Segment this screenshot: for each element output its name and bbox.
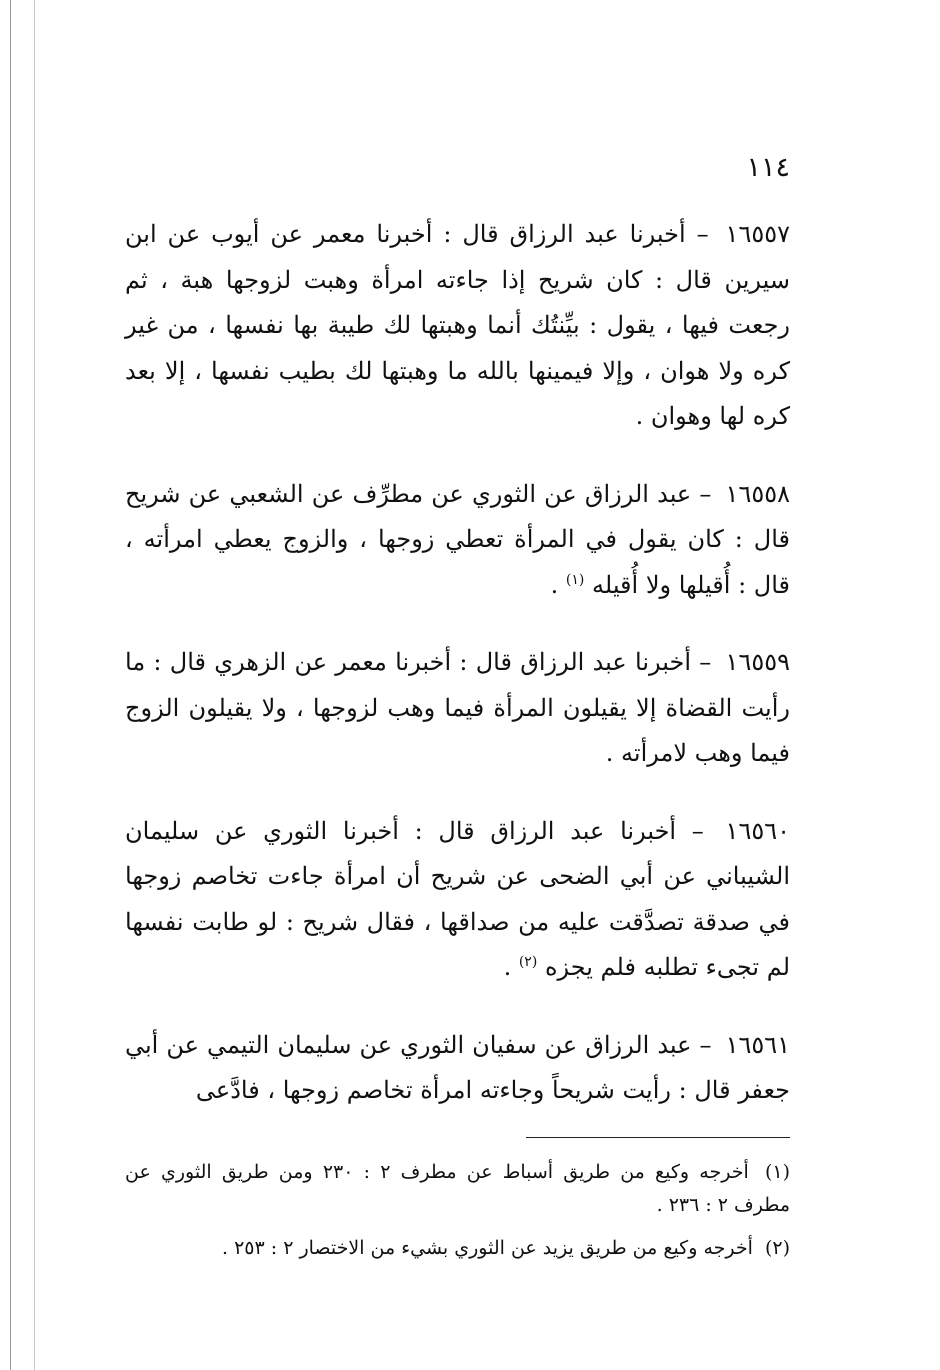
entry-16559: ١٦٥٥٩ – أخبرنا عبد الرزاق قال : أخبرنا معمر عن الزهري قال : ما رأيت القضاة إلا يقيلون المرأة فيما وهب لزوجها ، ولا يقيلون الزوج فيما وهب لامرأته . xyxy=(125,648,790,767)
entry-number: ١٦٥٦١ xyxy=(725,1030,791,1059)
entry-number: ١٦٥٥٧ xyxy=(725,220,790,248)
footnote-reference: (١) xyxy=(565,571,585,588)
entry-16558: ١٦٥٥٨ – عبد الرزاق عن الثوري عن مطرِّف عن الشعبي عن شريح قال : كان يقول في المرأة تعطي زوجها ، والزوج يعطي امرأته ، قال : أُقيلها ولا أُقيله $^{(١)}$ . xyxy=(125,479,790,599)
entry-text-end: . xyxy=(503,953,519,981)
footnote-2 xyxy=(125,1232,790,1265)
footnote-1 xyxy=(125,1156,790,1222)
footnote-mark: (٢) xyxy=(764,1237,790,1259)
footnote-reference: (٢) xyxy=(518,954,538,970)
entry-text: عبد الرزاق عن سفيان الثوري عن سليمان التيمي عن أبي جعفر قال : رأيت شريحاً وجاءته امرأة تخاصم زوجها ، فادَّعى xyxy=(125,1030,790,1104)
entry-number: ١٦٥٥٨ xyxy=(725,479,790,508)
main-text xyxy=(125,212,790,1114)
entry-text: عبد الرزاق عن الثوري عن مطرِّف عن الشعبي عن شريح قال : كان يقول في المرأة تعطي زوجها ، والزوج يعطي امرأته ، قال : أُقيلها ولا أُقيله xyxy=(125,479,790,599)
entry-16557: ١٦٥٥٧ – أخبرنا عبد الرزاق قال : أخبرنا معمر عن أيوب عن ابن سيرين قال : كان شريح إذا جاءته امرأة وهبت لزوجها هبة ، ثم رجعت فيها ، يقول : بيِّنتُك أنما وهبتها لك طيبة بها نفسها ، من غير كره ولا هوان ، وإلا فيمينها بالله ما وهبتها لك بطيب نفسها ، إلا بعد كره لها وهوان . xyxy=(125,220,790,430)
footnote-mark: (١) xyxy=(764,1161,791,1183)
entry-number: ١٦٥٥٩ xyxy=(725,648,790,676)
entry-number: ١٦٥٦٠ xyxy=(725,816,790,845)
entry-text-end: . xyxy=(550,570,566,599)
entry-text: أخبرنا عبد الرزاق قال : أخبرنا معمر عن أيوب عن ابن سيرين قال : كان شريح إذا جاءته امرأة وهبت لزوجها هبة ، ثم رجعت فيها ، يقول : بيِّنتُك أنما وهبتها لك طيبة بها نفسها ، من غير كره ولا هوان ، وإلا فيمينها بالله ما وهبتها لك بطيب نفسها ، إلا بعد كره لها وهوان . xyxy=(125,220,790,430)
footnotes xyxy=(125,1156,790,1275)
page-number: ١١٤ xyxy=(746,152,790,183)
footnote-text: أخرجه وكيع من طريق يزيد عن الثوري بشيء من الاختصار ٢ : ٢٥٣ . xyxy=(222,1237,753,1259)
entry-text: أخبرنا عبد الرزاق قال : أخبرنا معمر عن الزهري قال : ما رأيت القضاة إلا يقيلون المرأة فيما وهب لزوجها ، ولا يقيلون الزوج فيما وهب لامرأته . xyxy=(125,648,790,767)
scan-edge-line-faint xyxy=(34,0,35,1370)
entry-text: أخبرنا عبد الرزاق قال : أخبرنا الثوري عن سليمان الشيباني عن أبي الضحى عن شريح أن امرأة جاءت تخاصم زوجها في صدقة تصدَّقت عليه من صداقها ، فقال شريح : لو طابت نفسها لم تجىء تطلبه فلم يجزه xyxy=(125,816,790,981)
footnote-separator xyxy=(526,1137,790,1138)
entry-16561: ١٦٥٦١ – عبد الرزاق عن سفيان الثوري عن سليمان التيمي عن أبي جعفر قال : رأيت شريحاً وجاءته امرأة تخاصم زوجها ، فادَّعى xyxy=(125,1030,791,1104)
footnote-text: أخرجه وكيع من طريق أسباط عن مطرف ٢ : ٢٣٠ ومن طريق الثوري عن مطرف ٢ : ٢٣٦ . xyxy=(125,1161,790,1216)
scan-edge-line xyxy=(10,0,11,1370)
entry-16560: ١٦٥٦٠ – أخبرنا عبد الرزاق قال : أخبرنا الثوري عن سليمان الشيباني عن أبي الضحى عن شريح أن امرأة جاءت تخاصم زوجها في صدقة تصدَّقت عليه من صداقها ، فقال شريح : لو طابت نفسها لم تجىء تطلبه فلم يجزه $^{(٢)}$ . xyxy=(125,816,790,981)
